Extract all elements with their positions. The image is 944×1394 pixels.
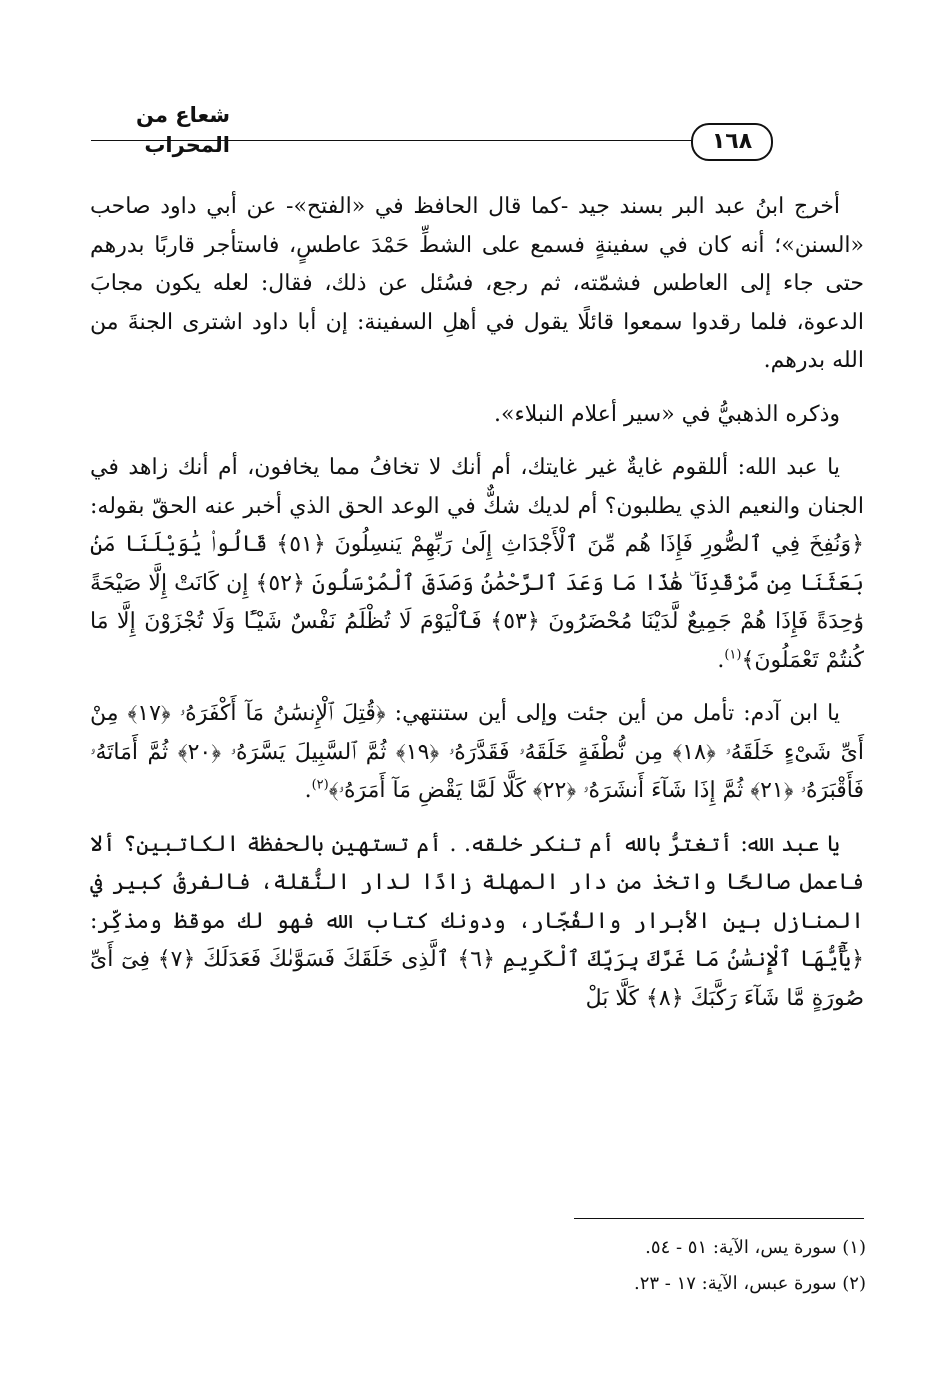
paragraph-ya-abdallah-1 <box>90 449 864 680</box>
paragraph-dhahabi <box>90 396 864 435</box>
quran-quote: ﴿يَٰٓأَيُّهَا ٱلْإِنسَٰنُ مَا غَرَّكَ بِرَبِّكَ ٱلْكَرِيمِ ﴿٦﴾ ٱلَّذِى خَلَقَكَ فَسَوَّىٰكَ فَعَدَلَكَ ﴿٧﴾ فِىٓ أَىِّ صُورَةٍ مَّا شَآءَ رَكَّبَكَ ﴿٨﴾ كَلَّا بَلْ <box>90 947 865 1011</box>
paragraph-text: يا ابن آدم: تأمل من أين جئت وإلى أين ستنتهي: <box>385 701 840 726</box>
paragraph-tail: . <box>304 778 312 803</box>
paragraph-ya-abdallah-2 <box>90 826 864 1019</box>
body-text <box>90 188 864 1033</box>
paragraph-text: أخرج ابنُ عبد البر بسند جيد -كما قال الحافظ في «الفتح»- عن أبي داود صاحب «السنن»؛ أنه كان في سفينةٍ فسمع على الشطِّ حَمْدَ عاطسٍ، فاستأجر قاربًا بدرهم حتى جاء إلى العاطس فشمّته، ثم رجع، فسُئل عن ذلك، فقال: لعله يكون مجابَ الدعوة، فلما رقدوا سمعوا قائلًا يقول في أهلِ السفينة: إن أبا داود اشترى الجنةَ من الله بدرهم. <box>90 194 864 373</box>
footnotes <box>400 1230 866 1302</box>
paragraph-ya-ibn-adam <box>90 695 864 811</box>
paragraph-text: وذكره الذهبيُّ في «سير أعلام النبلاء». <box>494 401 840 427</box>
paragraph-abu-dawud <box>90 188 864 381</box>
header-rule <box>91 140 697 141</box>
paragraph-tail: . <box>717 647 725 673</box>
footnote-reference[interactable]: (١) <box>724 647 742 663</box>
paragraph-text: يا عبد الله: أللقوم غايةٌ غير غايتك، أم أنك لا تخافُ مما يخافون، أم أنك زاهد في الجنان والنعيم الذي يطلبون؟ أم لديك شكٌّ في الوعد الحق الذي أخبر عنه الحقّ بقوله: <box>90 455 864 519</box>
page-number: ١٦٨ <box>691 123 773 161</box>
quran-quote: ﴿وَنُفِخَ فِي ٱلصُّورِ فَإِذَا هُم مِّنَ ٱلْأَجْدَاثِ إِلَىٰ رَبِّهِمْ يَنسِلُونَ ﴿٥١﴾ قَالُوا۟ يَٰوَيْلَنَا مَنۢ بَعَثَنَا مِن مَّرْقَدِنَا ۜ هَٰذَا مَا وَعَدَ ٱلرَّحْمَٰنُ وَصَدَقَ ٱلْمُرْسَلُونَ ﴿٥٢﴾ إِن كَانَتْ إِلَّا صَيْحَةً وَٰحِدَةً فَإِذَا هُمْ جَمِيعٌ لَّدَيْنَا مُحْضَرُونَ ﴿٥٣﴾ فَٱلْيَوْمَ لَا تُظْلَمُ نَفْسٌ شَيْـًٔا وَلَا تُجْزَوْنَ إِلَّا مَا كُنتُمْ تَعْمَلُونَ﴾ <box>90 532 864 673</box>
footnote-separator <box>574 1218 864 1219</box>
footnote-1: (١) سورة يس، الآية: ٥١ - ٥٤. <box>645 1237 866 1258</box>
paragraph-text: يا عبد الله: أتغترُّ بالله أم تنكر خلقه. . أم تستهين بالحفظة الكاتبين؟ ألا فاعمل صالحًا واتخذ من دار المهلة زادًا لدار النُّقلة، فالفرقُ كبير في المنازل بين الأبرار والفُجّار، ودونك كتاب الله فهو لك موقظ ومذكِّر: <box>90 831 864 934</box>
quran-quote: ﴿قُتِلَ ٱلْإِنسَٰنُ مَآ أَكْفَرَهُۥ ﴿١٧﴾ مِنْ أَىِّ شَىْءٍ خَلَقَهُۥ ﴿١٨﴾ مِن نُّطْفَةٍ خَلَقَهُۥ فَقَدَّرَهُۥ ﴿١٩﴾ ثُمَّ ٱلسَّبِيلَ يَسَّرَهُۥ ﴿٢٠﴾ ثُمَّ أَمَاتَهُۥ فَأَقْبَرَهُۥ ﴿٢١﴾ ثُمَّ إِذَا شَآءَ أَنشَرَهُۥ ﴿٢٢﴾ كَلَّا لَمَّا يَقْضِ مَآ أَمَرَهُۥ﴾ <box>90 701 865 803</box>
footnote-reference[interactable]: (٢) <box>311 777 329 793</box>
book-title: شعاع من المحراب <box>136 103 230 157</box>
footnote-2: (٢) سورة عبس، الآية: ١٧ - ٢٣. <box>634 1273 866 1294</box>
